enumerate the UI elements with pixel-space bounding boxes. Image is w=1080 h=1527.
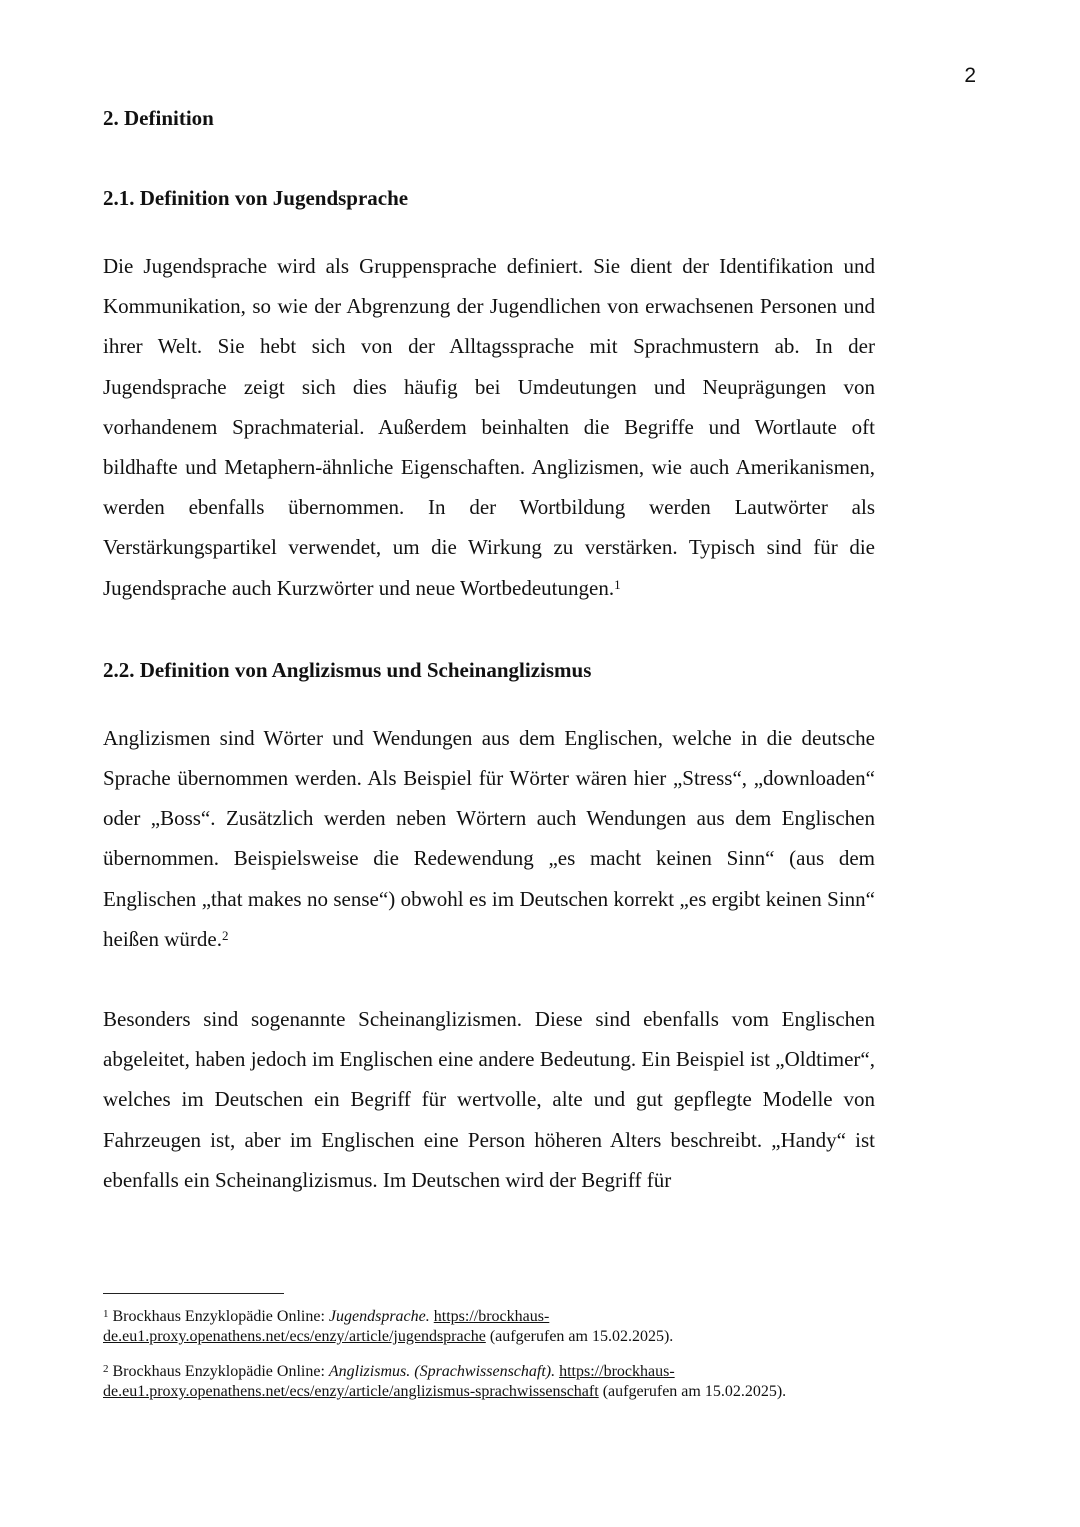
footnote-reference[interactable]: 1 [614, 576, 621, 592]
footnote-accessed: (aufgerufen am 15.02.2025). [489, 1328, 674, 1345]
footnote-link[interactable]: https://brockhaus-de.eu1.proxy.openathens.net/ecs/enzy/article/jugendsprache [103, 1308, 550, 1345]
footnote-number: 1 [103, 1308, 109, 1320]
paragraph-jugendsprache [103, 246, 875, 608]
document-body [103, 100, 875, 1200]
page-number: 2 [964, 64, 976, 87]
subsection-heading-anglizismus: 2.2. Definition von Anglizismus und Scheinanglizismus [103, 657, 592, 682]
paragraph-anglizismen [103, 718, 875, 959]
footnote-separator [103, 1293, 284, 1294]
footnote-reference[interactable]: 2 [221, 927, 229, 943]
footnotes [103, 1307, 803, 1417]
footnote-1 [103, 1307, 803, 1347]
subsection-heading-jugendsprache: 2.1. Definition von Jugendsprache [103, 186, 409, 210]
footnote-2 [103, 1362, 803, 1402]
footnote-number: 2 [103, 1363, 109, 1375]
paragraph-scheinanglizismen: Besonders sind sogenannte Scheinanglizismen. Diese sind ebenfalls vom Englischen abgeleitet, haben jedoch im Englischen eine andere Bedeutung. Ein Beispiel ist „Oldtimer“, welches im Deutschen ein Begriff für wertvolle, alte und gut gepflegte Modelle von Fahrzeugen ist, aber im Englischen eine Person höheren Alters beschreibt. „Handy“ ist ebenfalls ein Scheinanglizismus. Im Deutschen wird der Begriff für [103, 1007, 875, 1192]
footnote-source: Brockhaus Enzyklopädie Online: [112, 1363, 325, 1380]
paragraph-text: Die Jugendsprache wird als Gruppensprache definiert. Sie dient der Identifikation und Kommunikation, so wie der Abgrenzung der Jugendlichen von erwachsenen Personen und ihrer Welt. Sie hebt sich von der Alltagssprache mit Sprachmustern ab. In der Jugendsprache zeigt sich dies häufig bei Umdeutungen und Neuprägungen von vorhandenem Sprachmaterial. Außerdem beinhalten die Begriffe und Wortlaute oft bildhafte und Metaphern-ähnliche Eigenschaften. Anglizismen, wie auch Amerikanismen, werden ebenfalls übernommen. In der Wortbildung werden Lautwörter als Verstärkungspartikel verwendet, um die Wirkung zu verstärken. Typisch sind für die Jugendsprache auch Kurzwörter und neue Wortbedeutungen. [103, 254, 875, 600]
footnote-title: Jugendsprache. [328, 1308, 430, 1325]
footnote-link[interactable]: https://brockhaus-de.eu1.proxy.openathens.net/ecs/enzy/article/anglizismus-sprachwissenschaft [103, 1363, 675, 1400]
footnote-title: Anglizismus. (Sprachwissenschaft). [328, 1363, 556, 1380]
section-heading-definition: 2. Definition [103, 106, 214, 130]
paragraph-text: Anglizismen sind Wörter und Wendungen aus dem Englischen, welche in die deutsche Sprache übernommen werden. Als Beispiel für Wörter wären hier „Stress“, „downloaden“ oder „Boss“. Zusätzlich werden neben Wörtern auch Wendungen aus dem Englischen übernommen. Beispielsweise die Redewendung „es macht keinen Sinn“ (aus dem Englischen „that makes no sense“) obwohl es im Deutschen korrekt „es ergibt keinen Sinn“ heißen würde. [103, 725, 875, 951]
footnote-source: Brockhaus Enzyklopädie Online: [112, 1308, 325, 1325]
footnote-accessed: (aufgerufen am 15.02.2025). [602, 1383, 787, 1400]
